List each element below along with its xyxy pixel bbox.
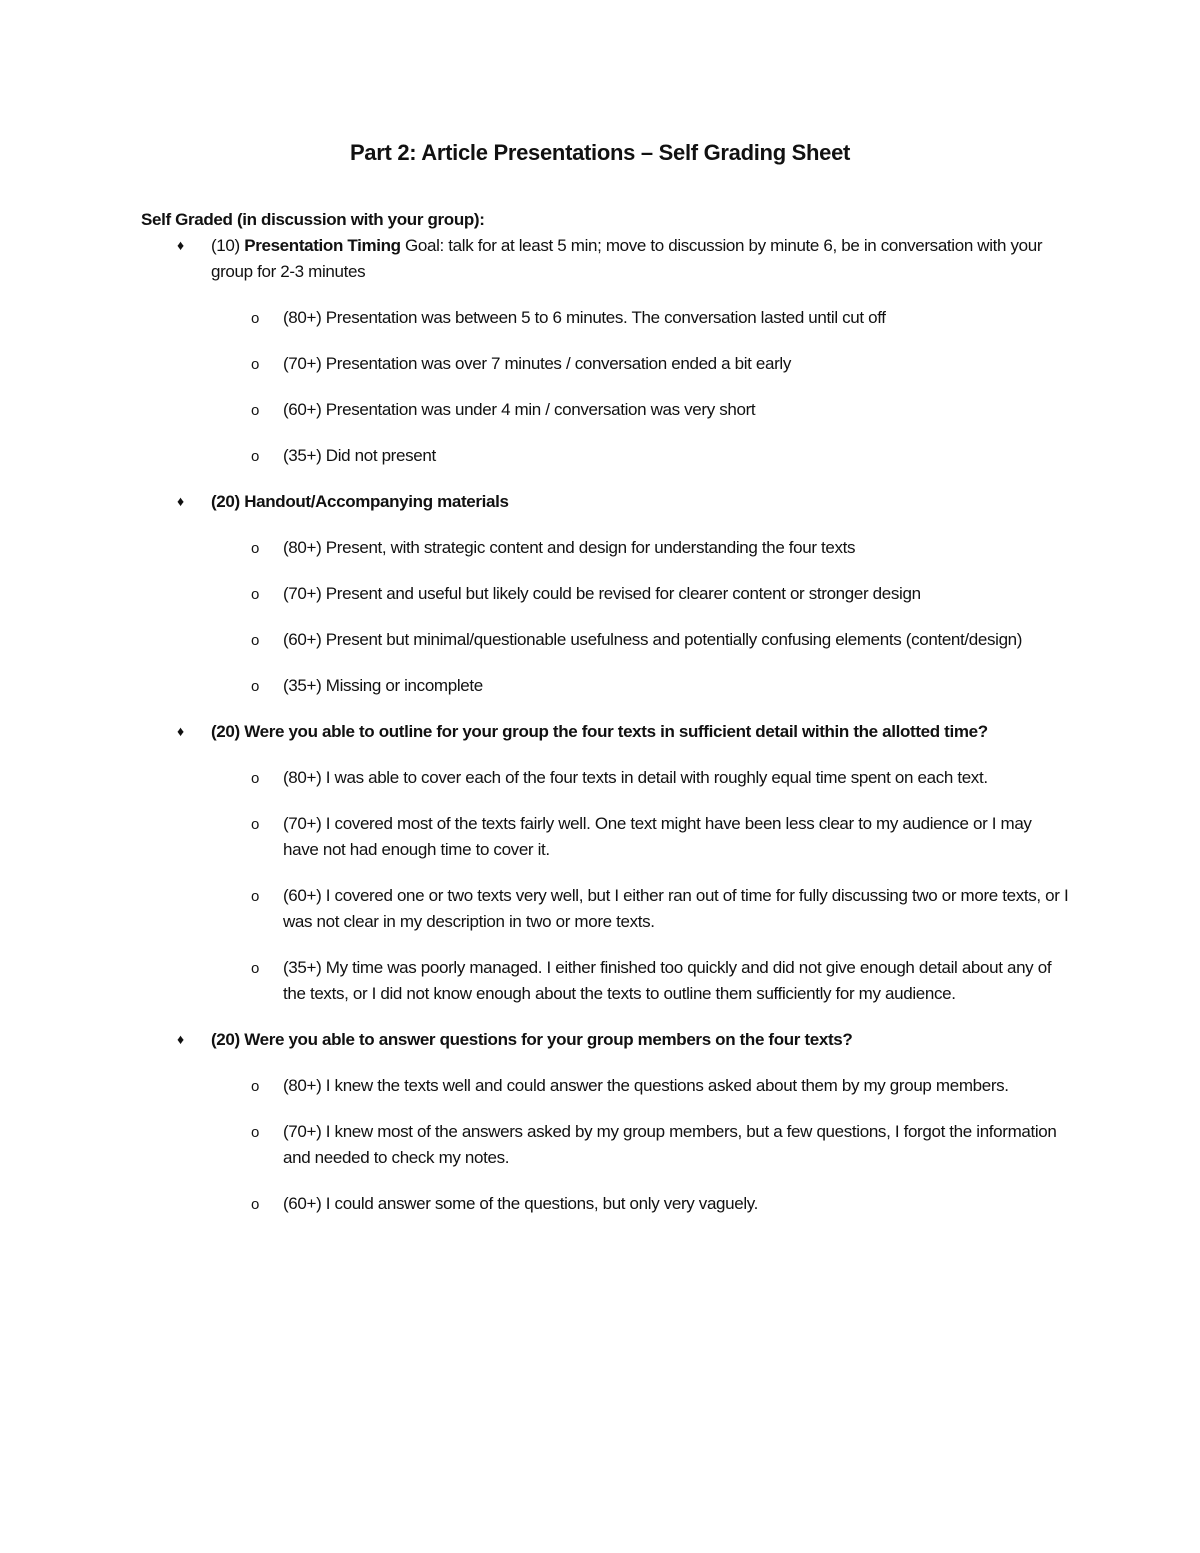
level-text: Present, with strategic content and design for understanding the four texts [321,538,856,557]
criterion [141,489,1071,515]
level-score: (70+) [283,1122,322,1141]
circle-bullet-icon: o [251,1124,259,1141]
criterion-score: (20) [211,1030,240,1049]
level-score: (60+) [283,1194,322,1213]
criterion-score: (20) [211,722,240,741]
criterion-title: Presentation Timing [239,236,401,255]
section-heading: Self Graded (in discussion with your group): [141,210,485,229]
criterion [141,233,1071,285]
level-score: (35+) [283,676,322,695]
circle-bullet-icon: o [251,770,259,787]
level-text: I was able to cover each of the four texts in detail with roughly equal time spent on each text. [321,768,988,787]
rubric-level [141,627,1071,653]
bullet-icon: ♦ [177,237,184,253]
criterion-title: Handout/Accompanying materials [239,492,509,511]
rubric-level [141,397,1071,423]
bullet-icon: ♦ [177,493,184,509]
criterion-title: Were you able to outline for your group the four texts in sufficient detail within the allotted time? [239,722,988,741]
grading-content [141,207,1071,1217]
rubric-level [141,1073,1071,1099]
rubric-level [141,811,1071,863]
circle-bullet-icon: o [251,586,259,603]
level-text: Presentation was over 7 minutes / conversation ended a bit early [321,354,792,373]
circle-bullet-icon: o [251,402,259,419]
criteria-list [141,233,1071,1217]
circle-bullet-icon: o [251,960,259,977]
rubric-level [141,305,1071,331]
level-text: Presentation was between 5 to 6 minutes. The conversation lasted until cut off [321,308,886,327]
circle-bullet-icon: o [251,310,259,327]
criterion-score: (10) [211,236,240,255]
level-score: (80+) [283,308,322,327]
level-text: Did not present [321,446,436,465]
rubric-level [141,883,1071,935]
circle-bullet-icon: o [251,816,259,833]
level-text: Presentation was under 4 min / conversation was very short [321,400,756,419]
rubric-level [141,351,1071,377]
circle-bullet-icon: o [251,540,259,557]
level-score: (35+) [283,446,322,465]
level-score: (70+) [283,354,322,373]
rubric-level [141,535,1071,561]
circle-bullet-icon: o [251,888,259,905]
rubric-level [141,1119,1071,1171]
level-text: Missing or incomplete [321,676,483,695]
level-text: I knew the texts well and could answer the questions asked about them by my group members. [321,1076,1009,1095]
circle-bullet-icon: o [251,448,259,465]
rubric-level [141,673,1071,699]
rubric-level [141,581,1071,607]
level-score: (70+) [283,814,322,833]
criterion-description: Goal: talk for at least 5 min; move to discussion by minute 6, be in conversation with your group for 2-3 minutes [211,236,1043,281]
rubric-level [141,1191,1071,1217]
bullet-icon: ♦ [177,723,184,739]
bullet-icon: ♦ [177,1031,184,1047]
level-text: My time was poorly managed. I either finished too quickly and did not give enough detail about any of the texts, or I did not know enough about the texts to outline them sufficiently for my audience. [283,958,1052,1003]
level-text: I covered most of the texts fairly well. One text might have been less clear to my audience or I may have not had enough time to cover it. [283,814,1032,859]
circle-bullet-icon: o [251,678,259,695]
level-score: (60+) [283,630,322,649]
rubric-level [141,955,1071,1007]
rubric-level [141,765,1071,791]
level-text: I knew most of the answers asked by my group members, but a few questions, I forgot the information and needed to check my notes. [283,1122,1057,1167]
circle-bullet-icon: o [251,632,259,649]
criterion [141,719,1071,745]
level-score: (35+) [283,958,322,977]
level-score: (80+) [283,1076,322,1095]
circle-bullet-icon: o [251,1196,259,1213]
page-title: Part 2: Article Presentations – Self Grading Sheet [349,140,851,165]
criterion-score: (20) [211,492,240,511]
circle-bullet-icon: o [251,1078,259,1095]
level-text: I could answer some of the questions, but only very vaguely. [321,1194,759,1213]
criterion-title: Were you able to answer questions for your group members on the four texts? [239,1030,853,1049]
level-score: (80+) [283,768,322,787]
level-score: (60+) [283,400,322,419]
level-score: (70+) [283,584,322,603]
level-score: (60+) [283,886,322,905]
circle-bullet-icon: o [251,356,259,373]
level-text: Present but minimal/questionable usefulness and potentially confusing elements (content/design) [321,630,1023,649]
level-score: (80+) [283,538,322,557]
rubric-level [141,443,1071,469]
criterion [141,1027,1071,1053]
level-text: I covered one or two texts very well, but I either ran out of time for fully discussing two or more texts, or I was not clear in my description in two or more texts. [283,886,1069,931]
level-text: Present and useful but likely could be revised for clearer content or stronger design [321,584,921,603]
